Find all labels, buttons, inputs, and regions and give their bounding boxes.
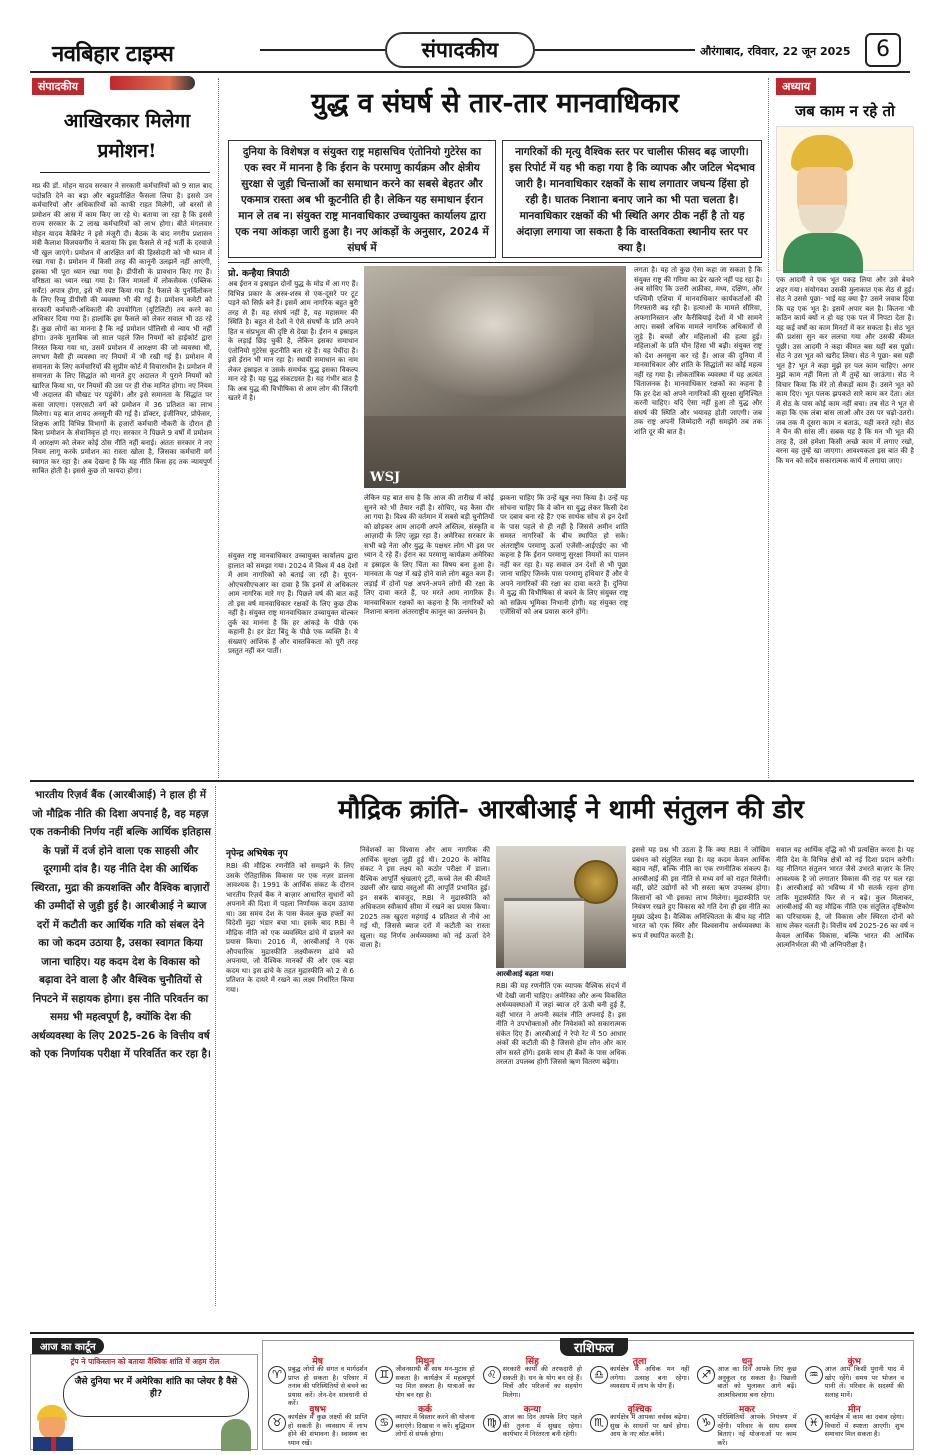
- rbi-building: [504, 898, 584, 968]
- rashi-text: कार्यक्षेत्र में आपका वर्चस्व बढ़ेगा। सुख के साधनों पर खर्च होगा। आय के नए स्रोत बनेंगे।: [610, 1413, 690, 1438]
- sage-illustration: [776, 126, 914, 271]
- rashi-symbol-icon: ♍: [483, 1414, 501, 1432]
- rbi-col2: निवेशकों का विश्वास और आम नागरिक की आर्थिक सुरक्षा जुड़ी हुई थी। 2020 के कोविड संकट ने इस लक्ष्य को कठोर परीक्षा में डाला। वैश्विक आपूर्ति श्रृंखलाएं टूटीं, कच्चे तेल की कीमतें उछलीं और खाद्य वस्तुओं की आपूर्ति प्रभावित हुई। इन सबके बावजूद, RBI ने मुद्रास्फीति को अधिकतम स्वीकार्य सीमा में रखने का प्रयास किया। 2025 तक खुदरा महंगाई 4 प्रतिशत से नीचे आ गई थी, जिससे ब्याज दरों में कटौती का रास्ता खुला। यह निर्णय अर्थव्यवस्था को नई ऊर्जा देने वाला है।: [360, 846, 490, 949]
- photo-credit: WSJ: [370, 470, 401, 485]
- rashi-cell: [373, 1402, 476, 1448]
- cartoon-figure-right: [221, 1419, 251, 1451]
- pullquote-box-left: [228, 140, 496, 258]
- chapter-body: एक आदमी ने एक भूत पकड़ लिया और उसे बेचने शहर गया। संयोगवश उसकी मुलाकात एक सेठ से हुई। सेठ ने उससे पूछा- भाई यह क्या है? उसने जवाब दिया कि यह एक भूत है। इसमें अपार बल है। कितना भी कठिन कार्य क्यों न हो यह एक पल में निपटा देता है। यह कई वर्षों का काम मिनटों में कर सकता है। सेठ भूत की प्रशंसा सुन कर ललचा गया और उसकी कीमत पूछी। उस आदमी ने कहा कीमत बस यहीं बस पूछो। सेठ ने उस भूत को खरीद लिया। सेठ ने पूछा- बस यही भूत है? भूत ने कहा मुझे हर पल काम चाहिए। अगर मुझे काम नहीं मिला तो मैं तुम्हें खा जाऊंगा। सेठ ने विचार किया कि मेरे तो सैकड़ों काम हैं। उसने भूत को काम दिए। भूत पलक झपकते सारे काम कर देता। अंत में सेठ के पास कोई काम नहीं बचा। तब सेठ ने भूत से कहा कि एक लंबा बांस लाओ और उस पर चढ़ो-उतरो। जब तक मैं दूसरा काम न बताऊं, यही करते रहो। सेठ ने चैन की सांस ली। सबक यह है कि मन भी भूत की तरह है, उसे हमेशा किसी अच्छे काम में लगाए रखो, वरना वह तुम्हें खा जाएगा। आवश्यकता इस बात की है कि मन को सदैव सकारात्मक कार्य में लगाया जाए।: [776, 276, 914, 465]
- rashi-name: वृश्चिक: [627, 1405, 652, 1415]
- rashi-name: मेष: [312, 1357, 323, 1367]
- cartoon-figure-face: [39, 1417, 65, 1439]
- main-article-col3: झकना चाहिए कि उन्हें खूब नया किया है। उन्हें यह सोचना चाहिए कि वे कौन सा युद्ध लेकर किसी देश पर दबाव बना रहे हैं? एक सार्थक सोच से इन देशों के पास पहले से ही नहीं है जिससे अमीन शांति समस्त नागरिकों के बीच स्थापित हो सके। अंतराष्ट्रीय परमाणु ऊर्जा एजेंसी-आईएईए का भी कहना है कि ईरान परमाणु सुरक्षा नियमों का पालन नहीं कर रहा है। यह सवाल उन देशों से भी पूछा जाना चाहिए जिनके पास परमाणु हथियार हैं और वे अपने नागरिकों की रक्षा का दावा करते हैं। दुनिया में युद्ध की विभीषिका से बचने के लिए संयुक्त राष्ट्र को सक्रिय भूमिका निभानी होगी। यह संयुक्त राष्ट्र एजेंसियों को अब प्रयास करने होंगे।: [500, 494, 628, 616]
- rashi-cell: [695, 1402, 798, 1448]
- main-article-col4: लगता है। यह तो कुछ ऐसा कहा जा सकता है कि संयुक्त राष्ट्र की गरिमा का ढेर खतरे नहीं पड़ रहा है। अब सोचिए कि उत्तरी अफ्रीका, मध्य, दक्षिण, और पश्चिमी एशिया में मानवाधिकार कार्यकर्ताओं की गिरफ्तारी बढ़ रही है। हत्याओं के मामले सीरिया, अफगानिस्तान और कैरीबियाई देशों में भी सामने आए। सबसे अधिक मामले नागरिक अधिकारों से जुड़े हैं। बच्चों और महिलाओं की हत्या हुई। महिलाओं के प्रति यौन हिंसा भी बढ़ी। संयुक्त राष्ट्र को देश अनसुना कर रहे हैं। आज की दुनिया में मानवाधिकार और शांति के सिद्धांतों का कोई महत्व नहीं रह गया है। लोकतांत्रिक व्यवस्था में यह अत्यंत चिंताजनक है। मानवाधिकार रक्षकों का कहना है कि हर देश को अपने नागरिकों की सुरक्षा सुनिश्चित करनी चाहिए। यदि ऐसा नहीं हुआ तो युद्ध और संघर्ष की स्थिति और भयावह होती जाएगी। जब तक राष्ट्र अपनी जिम्मेदारी नहीं समझेंगे तब तक शांति दूर की बात है।: [634, 266, 762, 436]
- rashi-name: तुला: [632, 1357, 647, 1367]
- issue-date: औरंगाबाद, रविवार, 22 जून 2025: [700, 45, 851, 58]
- rashi-text: जीवनसाथी के साथ मन-मुटाव हो सकता है। कार्यक्षेत्र में महत्वपूर्ण पद मिल सकता है। यात्राओं का योग बन रहा है।: [395, 1365, 475, 1399]
- rashi-cell: [695, 1354, 798, 1400]
- rashi-text: परिस्थितियों आपके नियंत्रण में रहेंगी। परिवार के साथ समय बिताएं। नई योजनाओं पर काम करें।: [717, 1413, 797, 1447]
- pullquote-bottom-rule: [228, 262, 762, 263]
- cartoon-caption: ट्रंप ने पाकिस्तान को बताया वैश्विक शांति में अहम रोल: [70, 1357, 220, 1366]
- turban: [791, 135, 853, 171]
- rashi-symbol-icon: ♑: [697, 1414, 715, 1432]
- rbi-building-photo: [496, 846, 626, 968]
- rashi-symbol-icon: ♈: [268, 1366, 286, 1384]
- chapter-tag: अध्याय: [776, 78, 816, 95]
- column-divider-right: [768, 78, 769, 778]
- rashi-cell: [588, 1402, 691, 1448]
- rashi-name: वृषभ: [309, 1405, 326, 1415]
- rashi-cell: [266, 1354, 369, 1407]
- rashi-cell: [481, 1354, 584, 1400]
- rashi-text: सरकारी कार्यों की तरफदारी हो सकती है। धन के योग बन रहे हैं। मित्रों और परिजनों का सहयोग मिलेगा।: [502, 1365, 582, 1399]
- rashi-symbol-icon: ♊: [375, 1366, 393, 1384]
- photo-rubble: [364, 416, 626, 488]
- section-divider: [30, 780, 914, 782]
- rashi-symbol-icon: ♏: [590, 1414, 608, 1432]
- rashi-text: प्रबुद्ध लोगों की संगत व मार्गदर्शन प्राप्त हो सकता है। परिवार में तनाव की परिस्थितियों से बचने का प्रयास करें। लेन-देन सावधानी से करें।: [288, 1365, 368, 1407]
- author-byline: प्रो. कन्हैया त्रिपाठी: [228, 269, 290, 279]
- cartoon-bubble-text: जैसे दुनिया भर में अमेरिका शांति का प्लेयर है वैसे ही?: [74, 1377, 238, 1399]
- rashi-name: मकर: [739, 1405, 755, 1415]
- rashifal-grid: [266, 1354, 910, 1450]
- rashi-symbol-icon: ♋: [375, 1414, 393, 1432]
- rbi-col3: RBI की यह रणनीति एक व्यापक वैश्विक संदर्भ में भी देखी जानी चाहिए। अमेरिका और अन्य विकसित अर्थव्यवस्थाओं में जहां ब्याज दरें ऊंची बनी हुई हैं, वहीं भारत ने अपनी स्वतंत्र नीति अपनाई है। इस नीति ने उपभोक्ताओं और निवेशकों को सकारात्मक संकेत दिए हैं। आरबीआई ने रेपो रेट में 50 आधार अंकों की कटौती की है जिससे होम लोन और कार लोन सस्ते होंगे। इसके साथ ही बैंकों के पास अधिक तरलता उपलब्ध होगी जिससे ऋण वितरण बढ़ेगा।: [496, 982, 626, 1066]
- rbi-sidebar: [30, 786, 216, 1306]
- chapter-headline: जब काम न रहे तो: [795, 102, 895, 120]
- masthead-bottom-rule: [30, 71, 910, 73]
- rashi-symbol-icon: ♌: [483, 1366, 501, 1384]
- rbi-sidebar-text: भारतीय रिज़र्व बैंक (आरबीआई) ने हाल ही में जो मौद्रिक नीति की दिशा अपनाई है, वह महज़ एक तकनीकी निर्णय नहीं बल्कि आर्थिक इतिहास के पन्नों में दर्ज होने वाला एक साहसी और दूरगामी दांव है। यह नीति देश की आर्थिक स्थिरता, मुद्रा की क्रयशक्ति और वैश्विक बाज़ारों की उम्मीदों से जुड़ी हुई है। आरबीआई ने ब्याज दरों में कटौती कर आर्थिक गति को संबल देने का जो कदम उठाया है, उसका स्वागत किया जाना चाहिए। यह कदम देश के विकास को बढ़ावा देने वाला है और वैश्विक चुनौतियों से निपटने में सहायक होगा। इस नीति परिवर्तन का समग्र भी महत्वपूर्ण है, क्योंकि देश की अर्थव्यवस्था के लिए 2025-26 के वित्तीय वर्ष को एक निर्णायक परीक्षा में परिवर्तित कर रहा है।: [30, 789, 211, 1060]
- editorial-headline: आखिरकार मिलेगा प्रमोशन!: [63, 110, 191, 162]
- rbi-col4: इससे यह प्रश्न भी उठता है कि क्या RBI ने जोखिम प्रबंधन को संतुलित रखा है। यह कदम केवल आर्थिक बहाव नहीं, बल्कि नीति का एक रणनीतिक संकल्प है। आरबीआई की इस नीति से मध्य वर्ग को राहत मिलेगी। वहीं, छोटे उद्योगों को भी सस्ता ऋण उपलब्ध होगा। किसानों को भी इसका लाभ मिलेगा। मुद्रास्फीति पर नियंत्रण रखते हुए विकास को गति देना ही इस नीति का मुख्य उद्देश्य है। वैश्विक अनिश्चितता के बीच यह नीति भारत को एक स्थिर और विश्वसनीय अर्थव्यवस्था के रूप में स्थापित करती है।: [632, 846, 770, 940]
- beard: [799, 205, 845, 235]
- masthead-rule-right: [535, 49, 695, 51]
- rashi-name: धनु: [741, 1357, 753, 1367]
- rashifal-title: राशिफल: [560, 1338, 628, 1356]
- rbi-byline: नृपेन्द्र अभिषेक नृप: [226, 849, 288, 859]
- page-number: 6: [865, 33, 901, 67]
- pen-icon: [110, 76, 195, 90]
- main-article-col1b: संयुक्त राष्ट्र मानवाधिकार उच्चायुक्त कार्यालय द्वारा हालात को समझा गया। 2024 में विश्व में 48 देशों में आम नागरिकों को बताई जा रही है। यूएन-ओएचसीएचआर का दावा है कि इनमें से अधिकतर आम नागरिक मारे गए हैं। पिछले वर्ष की बात कहें तो इस वर्ष मानवाधिकार रक्षकों के लिए कुछ ठीक नहीं है। संयुक्त राष्ट्र मानवाधिकार उच्चायुक्त वोल्कर तुर्क का मानना है कि हर आंकड़े के पीछे एक कहानी है। हर डेटा बिंदु के पीछे एक व्यक्ति है। ये संख्याएं आंशिक हैं और वास्तविकता को पूरी तरह प्रस्तुत नहीं कर पातीं।: [228, 552, 358, 655]
- rbi-bottom-rule: [30, 1332, 914, 1334]
- editorial-headline-rule: [40, 172, 210, 173]
- rbi-col1: RBI की मौद्रिक रणनीति को समझने के लिए उसके ऐतिहासिक विकास पर एक नज़र डालना आवश्यक है। 1991 के आर्थिक संकट के दौरान भारतीय रिज़र्व बैंक ने बाज़ार आधारित सुधारों को अपनाने की दिशा में पहला निर्णायक कदम उठाया था। उस समय देश के पास केवल कुछ हफ्तों का विदेशी मुद्रा भंडार बचा था। इसके बाद RBI ने मौद्रिक नीति को एक व्यवस्थित ढांचे में ढालने का प्रयास किया। 2016 में, आरबीआई ने एक औपचारिक मुद्रास्फीति लक्ष्यीकरण ढांचे को अपनाया, जो वैश्विक मानकों की ओर एक बड़ा कदम था। इस ढांचे के तहत मुद्रास्फीति को 2 से 6 प्रतिशत के दायरे में रखने का लक्ष्य निर्धारित किया गया।: [226, 862, 354, 994]
- editorial-tag: संपादकीय: [32, 78, 84, 95]
- pullquote-left: दुनिया के विशेषज्ञ व संयुक्त राष्ट्र महासचिव एंतोनियो गुटेरेस का एक स्वर में मानना है कि ईरान के परमाणु कार्यक्रम और क्षेत्रीय सुरक्षा से जुड़ी चिन्ताओं का समाधान करने का सबसे बेहतर और एकमात्र रास्ता अब भी कूटनीति ही है। लेकिन यह समाधान ईरान मान ले तब न। संयुक्त राष्ट्र मानवाधिकार उच्चायुक्त कार्यालय द्वारा एक नया आंकड़ा जारी हुआ है। नए आंकड़ों के अनुसार, 2024 में संघर्ष में: [235, 146, 489, 254]
- rbi-photo-caption: आरबीआई बढ़ता गया।: [496, 970, 554, 978]
- speech-bubble: [63, 1371, 249, 1417]
- rashi-cell: [803, 1402, 906, 1448]
- photo-smoke: [394, 276, 594, 396]
- cartoon-tag: आज का कार्टून: [32, 1338, 104, 1354]
- main-article-col1: अब ईरान व इस्राइल दोनों युद्ध के मोड में आ गए हैं। विभिन्न प्रकार के अस्त्र-शस्त्र से एक-दूसरे पर टूट पड़ने को सिर्फ़ बने हैं। इसमें आम नागरिक बहुत बुरी तरह से हैं। यह संघर्ष नहीं है, यह महासमर की स्थिति है। बहुत से देशों ने ऐसे संघर्षों के प्रति अपने हित व संप्रभुता की दृष्टि से देखा है। ईरान व इस्राइल के लड़ाई छिड़ चुकी है, लेकिन इसका समाधान एंतोनियो गुटेरेस कूटनीति बता रहे हैं। यह पेचीदा है। इसे ईरान भी मान रहा है। स्थायी समाधान का नाम लेकर इस्राइल व उसके समर्थक युद्ध इसका विकल्प मान रहे हैं। यह युद्ध संकटग्रस्त है। यह गंभीर बात है कि अब युद्ध की विभीषिका से आम लोग की जिंदगी खतरे में है।: [228, 280, 358, 402]
- rbi-col5: सवाल यह आर्थिक वृद्धि को भी प्रत्यक्षित करता है। यह नीति देश के विभिन्न क्षेत्रों को नई दिशा प्रदान करेगी। यह नीतिगत संतुलन भारत जैसे उभरते बाज़ार के लिए आवश्यक है जो लगातार विकास की राह पर चल रहा है। आरबीआई को भविष्य में भी सतर्क रहना होगा ताकि मुद्रास्फीति फिर से न बढ़े। कुल मिलाकर, आरबीआई की यह मौद्रिक नीति एक संतुलित दृष्टिकोण का परिचायक है, जो विकास और स्थिरता दोनों को साथ लेकर चलती है। वित्तीय वर्ष 2025-26 का वर्ष न केवल आर्थिक विकास, बल्कि भारत की आर्थिक आत्मनिर्भरता की भी अग्निपरीक्षा है।: [776, 846, 915, 949]
- rashi-text: आज का दिन आपके लिए कुछ अनुकूल रह सकता है। पिछली बातों को भुलाकर आगे बढ़ें। आत्मविश्वास बना रहेगा।: [717, 1365, 797, 1399]
- rashi-name: कन्या: [523, 1405, 541, 1415]
- main-article-col2: लेकिन यह बात सच है कि आज की तारीख में कोई सुनने को भी तैयार नहीं है। सोचिए, यह कैसा दौर आ गया है। विश्व की वर्तमान में सबसे बड़ी चुनौतियों को छोड़कर आम आदमी अपने अस्तित्व, संस्कृति व आज़ादी के लिए जूझ रहा है। अमेरिका सरकार के सभी बड़े नेता और युद्ध के पक्षधर लोग भी इस पर ध्यान दे रहे हैं। ईरान का परमाणु कार्यक्रम अमेरिका व इस्राइल के लिए चिंता का विषय बना हुआ है। मानवता के पक्ष में खड़े होने वाले लोग बहुत कम हैं। लड़ाई में दोनों पक्ष अपने-अपने लोगों की रक्षा के लिए दावा करते हैं, पर मरते आम नागरिक हैं। मानवाधिकार रक्षकों का कहना है कि नागरिकों को निशाना बनाना अंतरराष्ट्रीय कानून का उल्लंघन है।: [364, 494, 494, 616]
- cartoon-box: [30, 1354, 258, 1450]
- rashi-symbol-icon: ♎: [590, 1366, 608, 1384]
- rashi-name: मिथुन: [415, 1357, 435, 1367]
- rashi-text: कार्यक्षेत्र में कुछ लक्ष्यों की प्राप्ति हो सकती है। व्यवसाय में लाभ होने की संभावना है। स्वास्थ्य का ध्यान रखें।: [288, 1413, 368, 1447]
- rashi-symbol-icon: ♒: [805, 1366, 823, 1384]
- rashi-text: व्यापार में विस्तार करने की योजना बनाएंगे। दिखावा न करें। बुद्धिमान लोगों से संपर्क होगा।: [395, 1413, 475, 1438]
- rashi-cell: [373, 1354, 476, 1400]
- rashi-name: सिंह: [525, 1357, 539, 1367]
- war-photo: [364, 266, 626, 488]
- rashi-name: मीन: [847, 1405, 861, 1415]
- rbi-headline: मौद्रिक क्रांति- आरबीआई ने थामी संतुलन की डोर: [338, 795, 804, 825]
- column-divider: [218, 78, 219, 778]
- section-title: संपादकीय: [385, 32, 535, 68]
- masthead-rule-left: [260, 49, 385, 51]
- rashi-text: कार्यक्षेत्र में अधिक मन नहीं लगेगा। उत्साह बना रहेगा। व्यवसाय में लाभ के योग हैं।: [610, 1365, 690, 1390]
- rashi-cell: [588, 1354, 691, 1400]
- pullquote-box-right: [502, 140, 762, 258]
- rashi-symbol-icon: ♓: [805, 1414, 823, 1432]
- main-headline: युद्ध व संघर्ष से तार-तार मानवाधिकार: [311, 88, 679, 119]
- rashi-text: आज आप किसी पुरानी याद में खोए रहेंगे। समय पर भोजन व पानी लें। परिवार के सदस्यों की सलाह मानें।: [824, 1365, 904, 1399]
- robe: [783, 233, 863, 273]
- rashi-text: कार्यक्षेत्र में काम का दबाव रहेगा। विचारों में स्पष्टता आएगी। शुभ समाचार मिल सकता है।: [824, 1413, 904, 1438]
- rashi-text: आज का दिन आपके लिए पहले की तुलना में सुखद रहेगा। कार्यभार में निरंतरता बनी रहेगी।: [502, 1413, 582, 1438]
- rashi-symbol-icon: ♉: [268, 1414, 286, 1432]
- cartoon-figure-tie: [51, 1437, 56, 1451]
- rashi-name: कुंभ: [847, 1357, 861, 1367]
- rashi-cell: [266, 1402, 369, 1448]
- rashi-cell: [481, 1402, 584, 1448]
- newspaper-title: नवबिहार टाइम्स: [52, 41, 174, 67]
- rashi-name: कर्क: [418, 1405, 432, 1415]
- rashi-symbol-icon: ♐: [697, 1366, 715, 1384]
- rashi-cell: [803, 1354, 906, 1400]
- pullquote-right: नागरिकों की मृत्यु वैश्विक स्तर पर चालीस फीसद बढ़ जाएगी। इस रिपोर्ट में यह भी कहा गया है कि व्यापक और जटिल भेदभाव जारी है। मानवाधिकार रक्षकों के साथ लगातार जघन्य हिंसा हो रही है। घातक निशाना बनाए जाने का भी पता चलता है। मानवाधिकार रक्षकों की भी स्थिति अगर ठीक नहीं है तो यह अंदाज़ा लगाया जा सकता है कि वास्तविकता स्थानीय स्तर पर क्या है।: [509, 146, 755, 254]
- editorial-body: मप्र की डॉ. मोहन यादव सरकार ने सरकारी कर्मचारियों को 9 साल बाद पदोन्नति देने का बड़ा और बहुप्रतीक्षित फैसला लिया है। इससे उन कर्मचारियों और अधिकारियों को काफी राहत मिलेगी, जो बरसों से प्रमोशन की आस में काम किए जा रहे थे। बताया जा रहा है कि इससे राज्य सरकार के 2 लाख कर्मचारियों को लाभ होगा। बीते मंगलवार मोहन यादव कैबिनेट ने इसे मंजूरी दी। बैठक के बाद नगरीय प्रशासन मंत्री कैलाश विजयवर्गीय ने बताया कि इस फैसले से नई भर्ती के दरवाजे भी खुल जाएंगे। प्रमोशन में आरक्षित वर्ग की हिस्सेदारी को भी ध्यान में रखा गया है। प्रमोशन में किसी तरह की कानूनी उलझनें नहीं आएंगी, इसका भी पूरा ध्यान रखा गया है। डीपीसी के प्रावधान किए गए हैं। वरिष्ठता का ध्यान रखा गया है। जिन मामलों में लोकसेवक (पब्लिक सर्वेंट) अपात्र होगा, इसे भी स्पष्ट किया गया है। फैसले के पुनर्विलोकन के लिए रिव्यू डीपीसी की व्यवस्था भी की गई है। प्रमोशन कमेटी को सरकारी कर्मचारी-अधिकारी की उपयोगिता (यूटिलिटी) तय करने का अधिकार दिया गया है। हालांकि इस फैसले को लेकर सवाल भी उठ रहे हैं। कुछ लोगों का मानना है कि नई प्रमोशन पॉलिसी से न्याय भी नहीं होगा। उनके मुताबिक जो साल पहले जिन नियमों को हाईकोर्ट द्वारा निरस्त किया गया था, उसमें प्रमोशन में आरक्षण की जो व्यवस्था थी, लगभग वैसी ही व्यवस्था नए नियमों में भी रखी गई है। प्रमोशन में समानता के लिए कर्मचारियों की सुप्रीम कोर्ट में विचाराधीन है। प्रमोशन में समानता के लिए सिद्धांत को मानते हुए अदालत में पुराने नियमों को खारिज किया था, पर नियमों की उस पर ही रोक मानित होगा। नए नियम भी अदालत की चौखट पर पहुंचेंगे। और इसे समानता के सिद्धांत पर कसा जाएगा। एसएसटी वर्ग को प्रमोशन में 36 प्रतिशत का लाभ मिलेगा। यह बात शायद अनसुनी की गई है। डॉक्टर, इंजीनियर, प्रोफेसर, शिक्षक आदि विभिन्न विभागों के हजारों कर्मचारी नौकरी के दौरान ही बिना प्रमोशन के सेवानिवृत्त हो गए। सरकार ने पिछले 9 वर्षों में प्रमोशन में आरक्षण को लेकर कोई ठोस नीति नहीं बनाई। अंततः सरकार ने नए नियम लागू करके प्रमोशन का रास्ता खोला है, जिसका कर्मचारी वर्ग स्वागत कर रहा है। अब देखना है कि यह नीति किस हद तक न्यायपूर्ण साबित होती है। इससे कुछ तो फायदा होगा।: [32, 182, 213, 475]
